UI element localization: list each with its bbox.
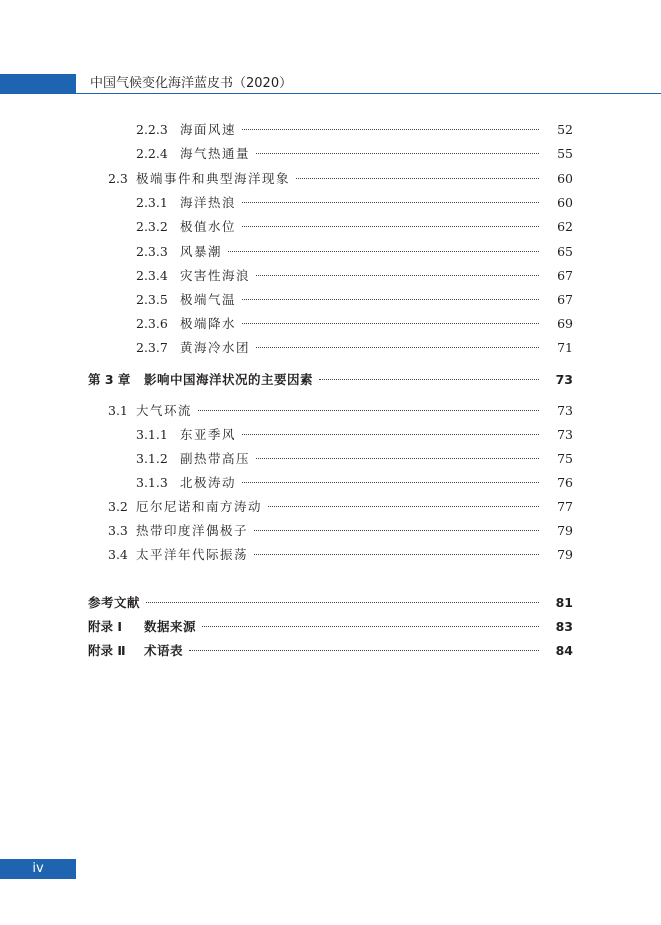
toc-chapter-entry[interactable] (0, 369, 661, 391)
toc-leader-dots (296, 178, 539, 179)
toc-entry-number: 附录 Ⅰ (88, 619, 123, 634)
toc-entry[interactable] (0, 143, 661, 165)
toc-entry[interactable] (0, 496, 661, 518)
toc-leader-dots (242, 434, 539, 435)
toc-entry-number: 2.3.5 (136, 292, 168, 307)
toc-leader-dots (242, 129, 539, 130)
toc-leader-dots (256, 153, 539, 154)
toc-entry[interactable] (0, 472, 661, 494)
page-number-badge: iv (0, 859, 76, 879)
toc-entry-number: 3.2 (108, 499, 128, 514)
toc-leader-dots (242, 482, 539, 483)
toc-entry-number: 2.2.4 (136, 146, 168, 161)
toc-entry-number: 2.3.1 (136, 195, 168, 210)
toc-entry[interactable] (0, 448, 661, 470)
toc-entry-title: 极端气温 (180, 292, 237, 307)
toc-entry-number: 3.4 (108, 547, 128, 562)
toc-entry-title: 厄尔尼诺和南方涛动 (136, 499, 263, 514)
toc-entry-number: 第 3 章 (88, 372, 131, 387)
toc-entry-page: 81 (555, 595, 573, 610)
toc-entry-title: 风暴潮 (180, 244, 223, 259)
toc-entry-title: 北极涛动 (180, 475, 237, 490)
toc-entry-page: 52 (557, 122, 573, 137)
toc-entry[interactable] (0, 265, 661, 287)
toc-entry-title: 极端降水 (180, 316, 237, 331)
toc-leader-dots (242, 226, 539, 227)
toc-entry[interactable] (0, 216, 661, 238)
toc-entry-title: 海洋热浪 (180, 195, 237, 210)
toc-entry[interactable] (0, 313, 661, 335)
toc-entry-page: 73 (555, 372, 573, 387)
toc-leader-dots (202, 626, 539, 627)
toc-entry-number: 3.3 (108, 523, 128, 538)
toc-entry[interactable] (0, 119, 661, 141)
toc-backmatter-entry[interactable] (0, 616, 661, 638)
toc-entry[interactable] (0, 192, 661, 214)
toc-entry-number: 2.3.7 (136, 340, 168, 355)
toc-entry-number: 2.3.4 (136, 268, 168, 283)
toc-leader-dots (146, 602, 539, 603)
toc-entry-title: 灾害性海浪 (180, 268, 251, 283)
toc-entry-title: 影响中国海洋状况的主要因素 (144, 372, 314, 387)
toc-entry-number: 3.1 (108, 403, 128, 418)
toc-entry-page: 83 (555, 619, 573, 634)
toc-leader-dots (254, 554, 539, 555)
toc-leader-dots (268, 506, 539, 507)
toc-entry-page: 79 (557, 523, 573, 538)
toc-entry-title: 术语表 (144, 643, 184, 658)
toc-entry-page: 75 (557, 451, 573, 466)
toc-entry-number: 3.1.2 (136, 451, 168, 466)
toc-entry-title: 极端事件和典型海洋现象 (136, 171, 291, 186)
toc-entry-page: 76 (557, 475, 573, 490)
toc-entry-page: 73 (557, 427, 573, 442)
toc-entry-title: 极值水位 (180, 219, 237, 234)
toc-entry-page: 67 (557, 268, 573, 283)
toc-entry-page: 69 (557, 316, 573, 331)
toc-leader-dots (256, 275, 539, 276)
toc-entry-page: 67 (557, 292, 573, 307)
toc-entry-title: 太平洋年代际振荡 (136, 547, 249, 562)
toc-entry-number: 3.1.3 (136, 475, 168, 490)
toc-backmatter-entry[interactable] (0, 592, 661, 614)
toc-entry-page: 65 (557, 244, 573, 259)
toc-entry[interactable] (0, 400, 661, 422)
toc-leader-dots (256, 347, 539, 348)
toc-backmatter-entry[interactable] (0, 640, 661, 662)
toc-entry-number: 3.1.1 (136, 427, 168, 442)
toc-leader-dots (254, 530, 539, 531)
toc-entry-number: 2.3.2 (136, 219, 168, 234)
toc-entry[interactable] (0, 544, 661, 566)
toc-entry-page: 73 (557, 403, 573, 418)
toc-entry[interactable] (0, 241, 661, 263)
toc-entry-number: 2.3.3 (136, 244, 168, 259)
toc-entry-page: 77 (557, 499, 573, 514)
toc-entry-number: 2.3 (108, 171, 128, 186)
toc-entry-page: 71 (557, 340, 573, 355)
toc-entry-title: 黄海冷水团 (180, 340, 251, 355)
toc-entry-page: 60 (557, 195, 573, 210)
toc-leader-dots (242, 323, 539, 324)
toc-entry-title: 海面风速 (180, 122, 237, 137)
toc-entry[interactable] (0, 520, 661, 542)
toc-entry-page: 62 (557, 219, 573, 234)
toc-leader-dots (242, 299, 539, 300)
toc-entry-title: 大气环流 (136, 403, 193, 418)
toc-leader-dots (319, 379, 539, 380)
toc-entry[interactable] (0, 337, 661, 359)
toc-entry-page: 79 (557, 547, 573, 562)
toc-entry-number: 2.2.3 (136, 122, 168, 137)
running-header-title: 中国气候变化海洋蓝皮书（2020） (90, 76, 293, 91)
toc-entry[interactable] (0, 424, 661, 446)
toc-entry-title: 东亚季风 (180, 427, 237, 442)
toc-entry-title: 海气热通量 (180, 146, 251, 161)
toc-leader-dots (198, 410, 539, 411)
toc-entry-number: 2.3.6 (136, 316, 168, 331)
toc-leader-dots (189, 650, 539, 651)
toc-entry-page: 84 (555, 643, 573, 658)
toc-entry[interactable] (0, 168, 661, 190)
toc-entry-title: 参考文献 (88, 595, 141, 610)
toc-leader-dots (242, 202, 539, 203)
toc-entry[interactable] (0, 289, 661, 311)
toc-entry-title: 热带印度洋偶极子 (136, 523, 249, 538)
toc-entry-title: 数据来源 (144, 619, 197, 634)
toc-entry-page: 55 (557, 146, 573, 161)
toc-leader-dots (228, 251, 539, 252)
toc-leader-dots (256, 458, 539, 459)
toc-entry-title: 副热带高压 (180, 451, 251, 466)
toc-entry-number: 附录 Ⅱ (88, 643, 126, 658)
toc-entry-page: 60 (557, 171, 573, 186)
